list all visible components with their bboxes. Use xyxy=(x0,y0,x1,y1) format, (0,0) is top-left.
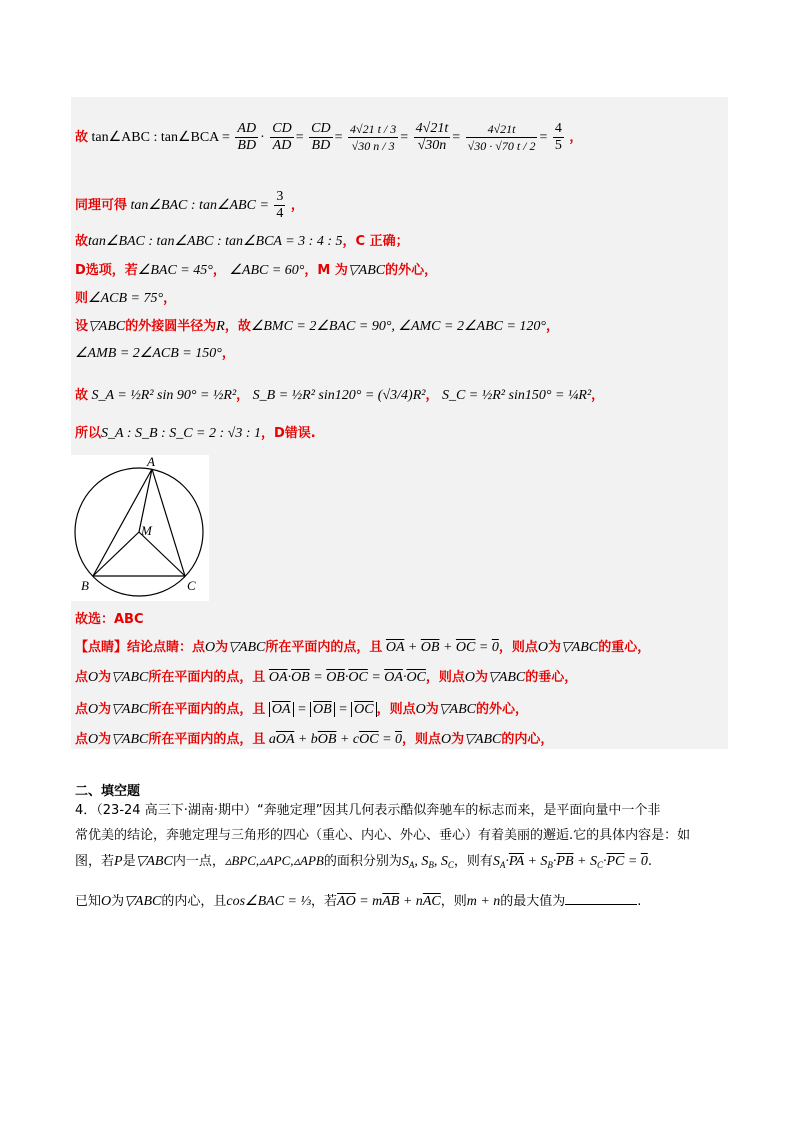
answer-line: 故选：ABC xyxy=(75,612,144,627)
label-m: M xyxy=(141,523,152,538)
label-b: B xyxy=(81,578,89,593)
question-line-4: 已知O为▽ABC的内心，且cos∠BAC = ⅓，若$\overline{AO} = m\overline{AB} + n\overline{AC}$，则m + n的最大值为 . xyxy=(75,894,642,909)
solution-line-8: 故 S_A = ½R² sin 90° = ½R²， S_B = ½R² sin120° = (√3/4)R²， S_C = ½R² sin150° = ¼R²， xyxy=(75,388,605,403)
label-a: A xyxy=(147,455,155,469)
label-c: C xyxy=(187,578,196,593)
solution-line-2: 同理可得 tan∠BAC : tan∠ABC = $\frac{3}{4}$ ， xyxy=(75,189,304,222)
tip-line-3: 点O为▽ABC所在平面内的点，且 $\overline{OA} = \overline{OB} = \overline{OC}$ ，则点O为▽ABC的外心， xyxy=(75,702,528,717)
solution-line-3: 故tan∠BAC : tan∠ABC : tan∠BCA = 3 : 4 : 5，C 正确； xyxy=(75,234,409,249)
tip-line-1: 【点睛】结论点睛：点O为▽ABC所在平面内的点，且 $\overline{OA} + \overline{OB} + \overline{OC} = 0$，则点O为▽ABC的重心， xyxy=(75,640,651,655)
tip-line-4: 点O为▽ABC所在平面内的点，且 $a\overline{OA} + b\overline{OB} + c\overline{OC} = 0$，则点O为▽ABC的内心， xyxy=(75,732,554,747)
answer-blank[interactable] xyxy=(565,904,637,905)
solution-line-4: D选项，若∠BAC = 45°， ∠ABC = 60°，M 为▽ABC的外心， xyxy=(75,263,438,278)
segment-bm xyxy=(93,532,139,576)
question-line-3: 图，若P是▽ABC内一点，▵BPC,▵APC,▵APB的面积分别为$S_A$, $S_B$, $S_C$，则有$S_A\cdot\overline{PA} + S_B\cdot\overline{PB} + S_C\cdot\overline{PC} = 0$. xyxy=(75,853,652,870)
question-line-2: 常优美的结论，奔驰定理与三角形的四心（重心、内心、外心、垂心）有着美丽的邂逅.它的具体内容是：如 xyxy=(75,828,691,843)
question-line-1: 4．（23-24 高三下·湖南·期中）“奔驰定理”因其几何表示酷似奔驰车的标志而来，是平面向量中一个非 xyxy=(75,803,661,818)
solution-line-7: ∠AMB = 2∠ACB = 150°， xyxy=(75,346,235,361)
circumcircle-figure xyxy=(71,455,209,601)
section-heading: 二、填空题 xyxy=(75,784,141,799)
solution-line-9: 所以S_A : S_B : S_C = 2 : √3 : 1，D错误. xyxy=(75,426,316,441)
solution-line-6: 设▽ABC的外接圆半径为R，故∠BMC = 2∠BAC = 90°, ∠AMC = 2∠ABC = 120°， xyxy=(75,319,560,334)
circumcircle-diagram xyxy=(71,455,209,601)
tip-line-2: 点O为▽ABC所在平面内的点，且 $\overline{OA}\cdot\overline{OB} = \overline{OB}\cdot\overline{OC} = \overline{OA}\cdot\overline{OC}$，则点O为▽ABC的垂心， xyxy=(75,670,578,685)
solution-line-1: 故 tan∠ABC : tan∠BCA = $\frac{AD}{BD}$ · $\frac{CD}{AD}$ = $\frac{CD}{BD}$ = $\frac{4√21 t / 3}{√30 n / 3}$ = $\frac{4√21t}{√30n}$ = $\frac{4√21t}{√30 \cdot √70 t / 2}$ = $\frac{4}{5}$ ， xyxy=(75,121,583,154)
solution-line-5: 则∠ACB = 75°， xyxy=(75,291,177,306)
